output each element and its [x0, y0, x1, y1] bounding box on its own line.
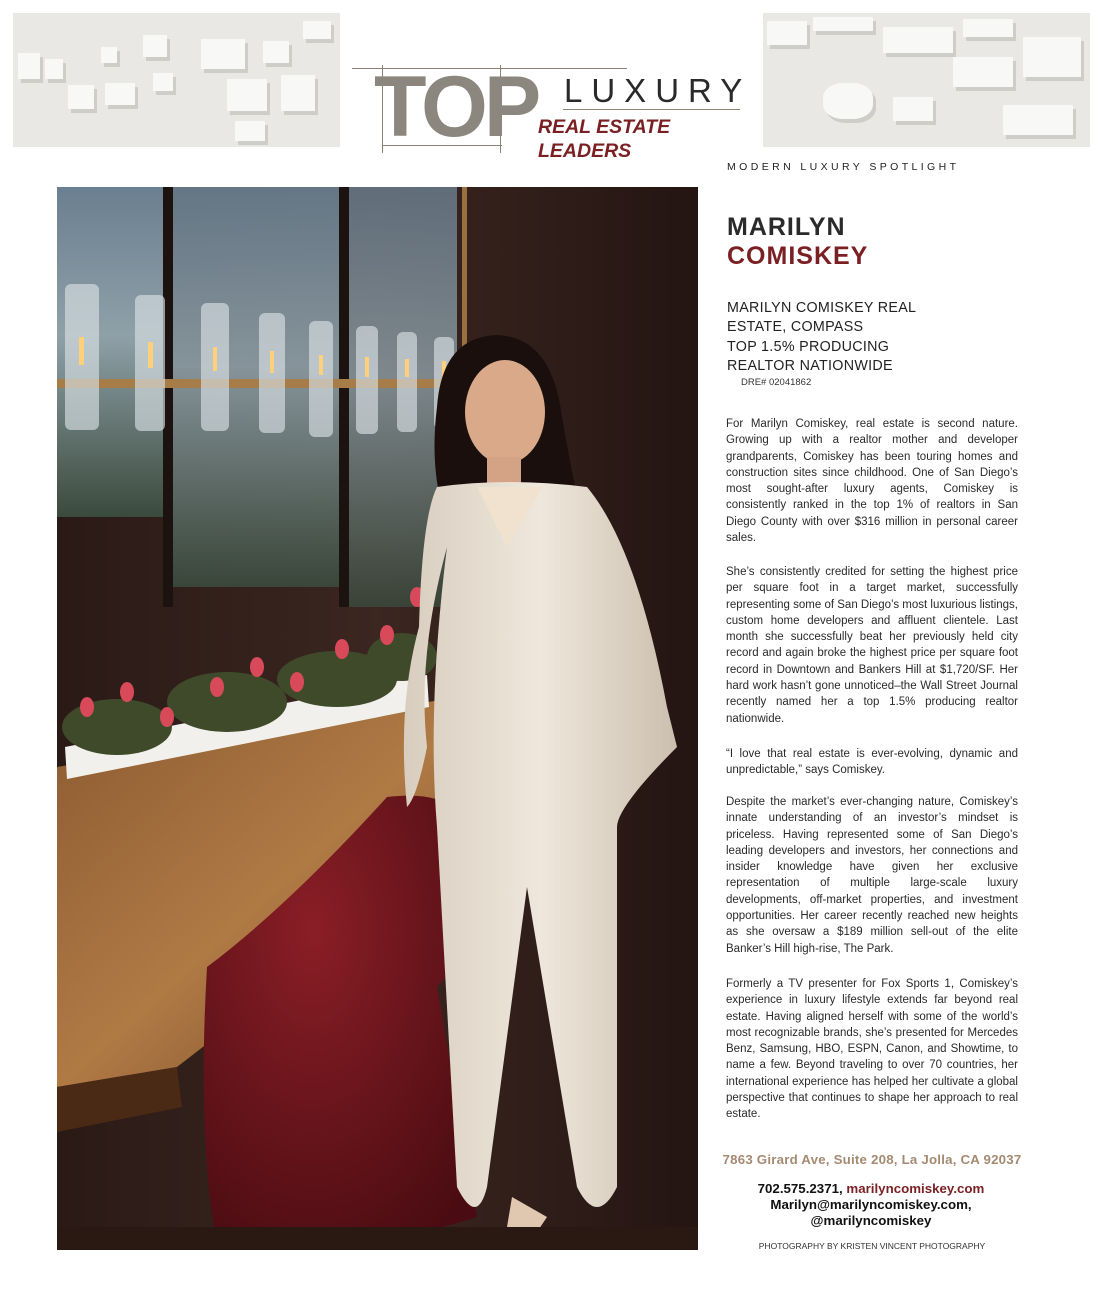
- email-link[interactable]: Marilyn@marilyncomiskey.com,: [770, 1197, 972, 1212]
- dre-number: DRE# 02041862: [741, 377, 812, 388]
- article-paragraph-5: Formerly a TV presenter for Fox Sports 1, Comiskey’s experience in luxury lifestyle extends far beyond real estate. Having aligned herself with some of the world’s most recognizable brands, she’s presented for Mercedes Benz, Samsung, HBO, ESPN, Canon, and Showtime, to name a few. Beyond traveling to over 70 countries, her international experience has helped her cultivate a global perspective that continues to shape her approach to real estate.: [726, 978, 1018, 1121]
- first-name: MARILYN: [727, 213, 846, 241]
- photo-credit: PHOTOGRAPHY BY KRISTEN VINCENT PHOTOGRAPHY: [758, 1241, 986, 1251]
- article-paragraph-1: For Marilyn Comiskey, real estate is second nature. Growing up with a realtor mother and developer grandparents, Comiskey has been touring homes and construction sites since childhood. One of San Diego’s most sought-after luxury agents, Comiskey is consistently ranked in the top 1% of realtors in San Diego County with over $316 million in personal career sales.: [726, 418, 1018, 545]
- header-image-left: [13, 13, 340, 147]
- phone-number[interactable]: 702.575.2371,: [757, 1181, 843, 1196]
- contact-block: [715, 1181, 1027, 1229]
- social-handle[interactable]: @marilyncomiskey: [810, 1213, 932, 1228]
- section-label: MODERN LUXURY SPOTLIGHT: [727, 161, 960, 173]
- header-image-right: [763, 13, 1090, 147]
- article-paragraph-3: “I love that real estate is ever-evolving, dynamic and unpredictable,” says Comiskey.: [726, 748, 1018, 777]
- office-address: 7863 Girard Ave, Suite 208, La Jolla, CA 92037: [722, 1152, 1022, 1167]
- logo-top-text: TOP: [374, 59, 538, 155]
- article-paragraph-2: She’s consistently credited for setting the highest price per square foot in a target market, successfully representing some of San Diego’s most luxurious listings, custom home developers and affluent clientele. Last month she successfully beat her previously held city record and again broke the highest price per square foot record in Downtown and Bankers Hill at $1,720/SF. Her hard work hasn’t gone unnoticed–the Wall Street Journal recently named her a top 1.5% producing realtor nationwide.: [726, 566, 1018, 725]
- company-line-1: MARILYN COMISKEY REAL: [727, 300, 917, 316]
- portrait-photo: [57, 187, 698, 1250]
- company-info: [727, 299, 987, 376]
- article-paragraph-4: Despite the market’s ever-changing nature, Comiskey’s innate understanding of an investor’s mindset is priceless. Having represented some of San Diego’s leading developers and investors, her connections and insider knowledge have given her exclusive representation of multiple large-scale luxury developments, off-market properties, and investment opportunities. Her career recently reached new heights as she oversaw a $189 million sell-out of the elite Banker’s Hill high-rise, The Park.: [726, 796, 1018, 955]
- website-link[interactable]: marilyncomiskey.com: [846, 1181, 985, 1196]
- top-luxury-logo: [352, 57, 752, 162]
- logo-leaders-text: REAL ESTATE LEADERS: [538, 116, 671, 162]
- company-line-4: REALTOR NATIONWIDE: [727, 357, 893, 374]
- company-line-2: ESTATE, COMPASS: [727, 319, 864, 336]
- last-name: COMISKEY: [727, 242, 869, 270]
- company-line-3: TOP 1.5% PRODUCING: [727, 338, 890, 355]
- logo-luxury-text: LUXURY: [564, 72, 752, 109]
